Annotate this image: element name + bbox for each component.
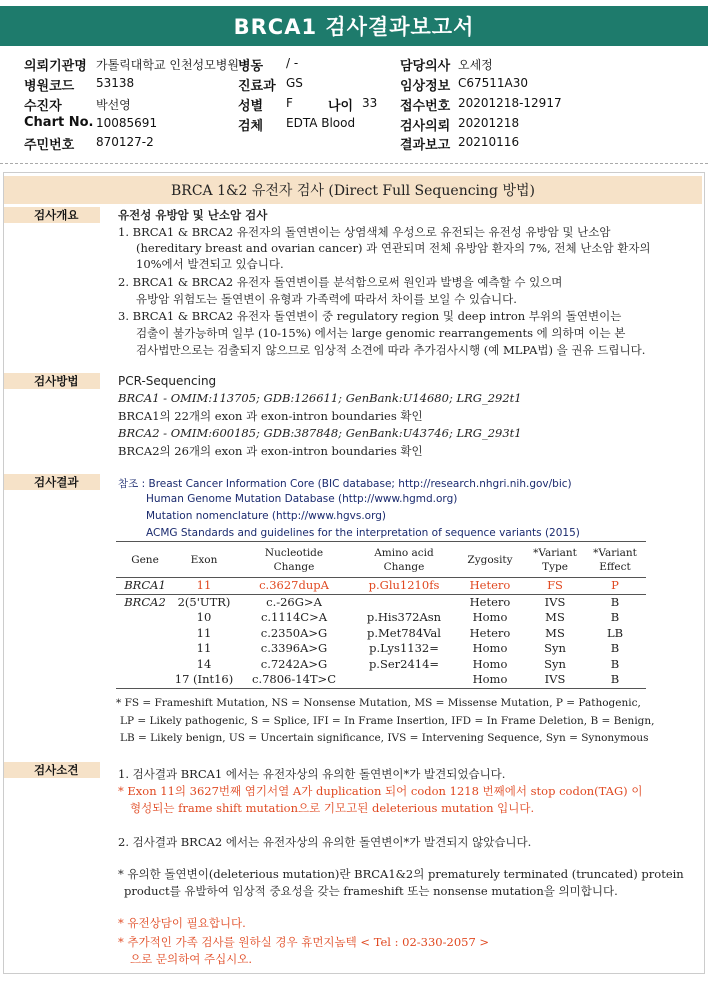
request-value: 20201218 bbox=[458, 116, 520, 130]
doctor-value: 오세정 bbox=[458, 58, 493, 72]
age-label: 나이 bbox=[328, 99, 354, 114]
table-row: 10 c.1114C>A p.His372Asn Homo MS B bbox=[196, 610, 620, 624]
request-label: 검사의뢰 bbox=[400, 119, 451, 134]
method-line: BRCA2의 26개의 exon 과 exon-intron boundaries 확인 bbox=[118, 444, 423, 458]
overview-label: 검사개요 bbox=[4, 207, 100, 223]
overview-line: 1. BRCA1 & BRCA2 유전자의 돌연변이는 상염색체 우성으로 유전되는 유전성 유방암 및 난소암 bbox=[118, 225, 611, 239]
code-label: 병원코드 bbox=[24, 79, 75, 94]
col-variant-effect: *Variant Effect bbox=[593, 546, 637, 573]
name-value: 박선영 bbox=[96, 98, 131, 112]
findings-line: 1. 검사결과 BRCA1 에서는 유전자상의 유의한 돌연변이*가 발견되었습니다. bbox=[118, 767, 506, 781]
method-label: 검사방법 bbox=[4, 373, 100, 389]
divider bbox=[0, 163, 708, 164]
rrn-value: 870127-2 bbox=[96, 135, 154, 149]
footnote: LB = Likely benign, US = Uncertain significance, IVS = Intervening Sequence, Syn = Synonymous bbox=[120, 732, 649, 744]
reference-line: Human Genome Mutation Database (http://www.hgmd.org) bbox=[146, 493, 458, 505]
table-row: 11 c.2350A>G p.Met784Val Hetero MS LB bbox=[196, 625, 624, 640]
rrn-label: 주민번호 bbox=[24, 138, 75, 153]
table-row: 11 c.3396A>G p.Lys1132= Homo Syn B bbox=[196, 641, 620, 655]
receipt-value: 20201218-12917 bbox=[458, 96, 562, 110]
overview-line: 검사법만으로는 검출되지 않으므로 임상적 소견에 따라 추가검사시행 (예 MLPA법) 을 권유 드립니다. bbox=[136, 343, 646, 357]
specimen-label: 검체 bbox=[238, 119, 264, 134]
chart-value: 10085691 bbox=[96, 116, 158, 130]
reference-line: ACMG Standards and guidelines for the interpretation of sequence variants (2015) bbox=[146, 527, 580, 539]
reference-line: 참조 : Breast Cancer Information Core (BIC database; http://research.nhgri.nih.gov/bic) bbox=[118, 478, 572, 490]
method-line: BRCA1의 22개의 exon 과 exon-intron boundaries 확인 bbox=[118, 409, 423, 423]
dept-label: 진료과 bbox=[238, 79, 276, 94]
report-label: 결과보고 bbox=[400, 138, 451, 153]
ward-value: / - bbox=[286, 56, 299, 70]
method-line: BRCA1 - OMIM:113705; GDB:126611; GenBank:U14680; LRG_292t1 bbox=[118, 391, 522, 405]
col-gene: Gene bbox=[131, 553, 159, 566]
col-variant-type: *Variant Type bbox=[533, 546, 577, 573]
variant-table-header bbox=[116, 542, 646, 578]
overview-heading: 유전성 유방암 및 난소암 검사 bbox=[118, 208, 268, 222]
clinical-label: 임상정보 bbox=[400, 79, 451, 94]
overview-line: 2. BRCA1 & BRCA2 유전자 돌연변이를 분석함으로써 원인과 발병을 예측할 수 있으며 bbox=[118, 275, 563, 289]
reference-line: Mutation nomenclature (http://www.hgvs.org) bbox=[146, 510, 386, 522]
findings-line: * Exon 11의 3627번째 염기서열 A가 duplication 되어 codon 1218 번째에서 stop codon(TAG) 이 bbox=[118, 784, 643, 798]
overview-line: (hereditary breast and ovarian cancer) 과 연관되며 전체 유방암 환자의 7%, 전체 난소암 환자의 bbox=[136, 241, 651, 255]
sex-label: 성별 bbox=[238, 99, 264, 114]
name-label: 수진자 bbox=[24, 99, 62, 114]
findings-line: * 유의한 돌연변이(deleterious mutation)란 BRCA1&2의 prematurely terminated (truncated) protein bbox=[118, 867, 684, 881]
overview-line: 3. BRCA1 & BRCA2 유전자 돌연변이 중 regulatory region 및 deep intron 부위의 돌연변이는 bbox=[118, 309, 622, 323]
chart-label: Chart No. bbox=[24, 115, 94, 130]
findings-line: 으로 문의하여 주십시오. bbox=[130, 952, 253, 966]
col-amino-acid: Amino acid Change bbox=[374, 546, 434, 573]
overview-line: 10%에서 발견되고 있습니다. bbox=[136, 257, 284, 271]
overview-line: 검출이 불가능하며 일부 (10-15%) 에서는 large genomic rearrangements 에 의하며 이는 본 bbox=[136, 326, 626, 340]
findings-line: product를 유발하여 임상적 중요성을 갖는 frameshift 또는 nonsense mutation을 의미합니다. bbox=[124, 884, 618, 898]
table-row: 14 c.7242A>G p.Ser2414= Homo Syn B bbox=[196, 656, 620, 671]
col-nucleotide: Nucleotide Change bbox=[264, 546, 324, 573]
ward-label: 병동 bbox=[238, 59, 264, 74]
clinical-value: C67511A30 bbox=[458, 76, 529, 90]
hospital-label: 의뢰기관명 bbox=[24, 59, 87, 74]
findings-line: 2. 검사결과 BRCA2 에서는 유전자상의 유의한 돌연변이*가 발견되지 않았습니다. bbox=[118, 835, 532, 849]
findings-line: 형성되는 frame shift mutation으로 기모고된 deleterious mutation 입니다. bbox=[130, 801, 535, 815]
section-title: BRCA 1&2 유전자 검사 (Direct Full Sequencing 방법) bbox=[4, 176, 702, 204]
findings-line: * 추가적인 가족 검사를 원하실 경우 휴먼지놈텍 < Tel : 02-330-2057 > bbox=[118, 935, 490, 949]
report-value: 20210116 bbox=[458, 135, 520, 149]
sex-value: F bbox=[286, 96, 293, 110]
method-line: BRCA2 - OMIM:600185; GDB:387848; GenBank:U43746; LRG_293t1 bbox=[118, 426, 522, 440]
footnote: LP = Likely pathogenic, S = Splice, IFI = In Frame Insertion, IFD = In Frame Deletion, B = Benign, bbox=[120, 715, 655, 727]
table-row: 17 (Int16) c.7806-14T>C Homo IVS B bbox=[116, 672, 646, 688]
table-row: BRCA2 2(5'UTR) c.-26G>A Hetero IVS B bbox=[124, 594, 620, 609]
table-row: BRCA1 11 c.3627dupA p.Glu1210fs Hetero FS P bbox=[116, 578, 646, 595]
specimen-value: EDTA Blood bbox=[286, 116, 356, 130]
hospital-value: 가톨릭대학교 인천성모병원 bbox=[96, 58, 239, 72]
report-title: BRCA1 검사결과보고서 bbox=[0, 6, 708, 46]
findings-label: 검사소견 bbox=[4, 762, 100, 778]
code-value: 53138 bbox=[96, 76, 135, 90]
method-line: PCR-Sequencing bbox=[118, 374, 217, 388]
col-exon: Exon bbox=[190, 553, 218, 566]
variant-table bbox=[116, 541, 646, 689]
dept-value: GS bbox=[286, 76, 303, 90]
col-zygosity: Zygosity bbox=[467, 553, 513, 566]
receipt-label: 접수번호 bbox=[400, 99, 451, 114]
patient-info bbox=[0, 0, 708, 160]
age-value: 33 bbox=[362, 96, 378, 110]
findings-line: * 유전상담이 필요합니다. bbox=[118, 916, 246, 930]
doctor-label: 담당의사 bbox=[400, 59, 451, 74]
footnote: * FS = Frameshift Mutation, NS = Nonsense Mutation, MS = Missense Mutation, P = Pathogenic, bbox=[116, 697, 641, 709]
results-label: 검사결과 bbox=[4, 474, 100, 490]
overview-line: 유방암 위험도는 돌연변이 유형과 가족력에 따라서 차이를 보일 수 있습니다. bbox=[136, 292, 517, 306]
